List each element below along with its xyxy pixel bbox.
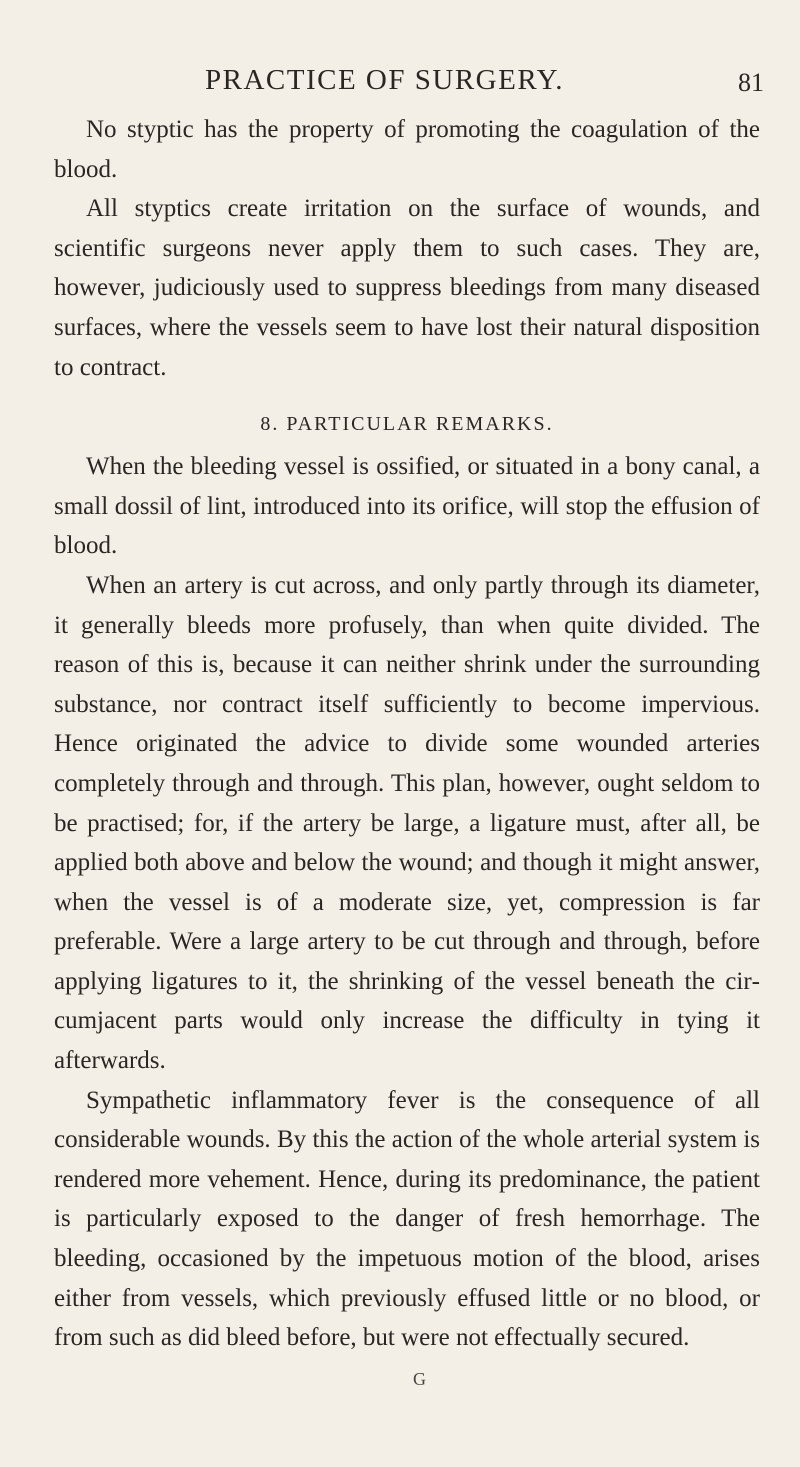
page-number: 81 — [738, 68, 764, 97]
running-head — [0, 64, 800, 104]
running-title: PRACTICE OF SURGERY. — [205, 64, 565, 96]
paragraph-styptic-coagulation: No styptic has the property of promoting the coagulation of the blood. — [54, 116, 760, 183]
signature-mark: G — [413, 1369, 426, 1389]
paragraph-styptics-irritation: All styptics create irritation on the surface of wounds, and scientific surgeons never apply them to such cases. They are, however, judiciously used to suppress bleedings from many diseased surfaces, where the vessels seem to have lost their natural disposition to contract. — [54, 195, 760, 381]
paragraph-artery-cut-across: When an artery is cut across, and only partly through its diameter, it generally bleeds more profusely, than when quite divided. The reason of this is, because it can neither shrink under the surrounding substance, nor contract itself sufficiently to become impervious. Hence originated the advice to divide some wounded arteries completely through and through. This plan, however, ought seldom to be practised; for, if the artery be large, a ligature must, after all, be applied both above and below the wound; and though it might answer, when the vessel is of a moderate size, yet, compression is far preferable. Were a large artery to be cut through and through, before applying ligatures to it, the shrinking of the vessel beneath the circumjacent parts would only increase the difficulty in tying it afterwards. — [54, 571, 760, 1075]
paragraph-inflammatory-fever: Sympathetic inflammatory fever is the consequence of all considerable wounds. By this the action of the whole arterial system is rendered more vehement. Hence, during its predominance, the patient is particularly exposed to the danger of fresh hemorrhage. The bleeding, occasioned by the impetuous motion of the blood, arises either from vessels, which previously effused little or no blood, or from such as did bleed before, but were not effectually secured. — [54, 1086, 760, 1352]
text-block — [54, 110, 760, 1358]
section-heading: 8. PARTICULAR REMARKS. — [260, 413, 554, 436]
paragraph-ossified-vessel: When the bleeding vessel is ossified, or situated in a bony canal, a small dossil of lint, introduced into its orifice, will stop the effusion of blood. — [54, 453, 760, 560]
